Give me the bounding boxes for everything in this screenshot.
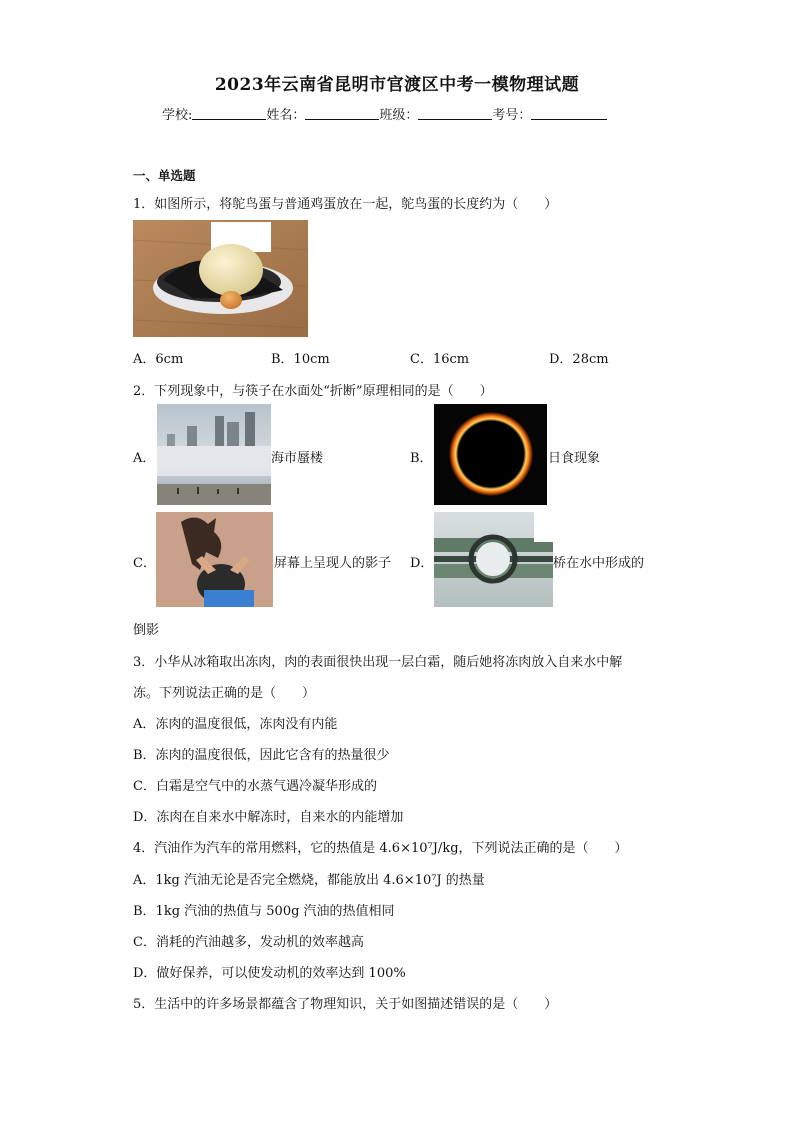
q2-option-c-label: C．	[133, 556, 156, 571]
school-blank	[192, 107, 266, 120]
school-label: 学校:	[162, 108, 193, 123]
q2-option-c-text: 屏幕上呈现人的影子	[274, 556, 392, 571]
q1-option-b: B．10cm	[271, 352, 330, 367]
q1-option-d: D．28cm	[549, 352, 609, 367]
name-blank	[305, 107, 379, 120]
section-title: 一、单选题	[133, 168, 196, 183]
q4-option-c: C．消耗的汽油越多，发动机的效率越高	[133, 935, 364, 950]
page-title: 2023年云南省昆明市官渡区中考一模物理试题	[214, 75, 580, 95]
q3-option-a: A．冻肉的温度很低，冻肉没有内能	[133, 717, 338, 732]
q1-egg-photo	[133, 220, 308, 337]
q2-option-d-label: D．	[410, 556, 434, 571]
q2-option-a-label: A．	[133, 451, 156, 466]
q2-option-b-label: B．	[410, 451, 433, 466]
q1-option-c: C．16cm	[410, 352, 470, 367]
class-blank	[418, 107, 492, 120]
q3-stem-line1: 3．小华从冰箱取出冻肉，肉的表面很快出现一层白霜，随后她将冻肉放入自来水中解	[133, 655, 623, 670]
q4-option-d: D．做好保养，可以使发动机的效率达到 100%	[133, 966, 406, 981]
q2-option-d-text-cont: 倒影	[133, 623, 160, 638]
q2-stem: 2．下列现象中，与筷子在水面处“折断”原理相同的是（ ）	[133, 384, 493, 399]
q2-option-d-text: 桥在水中形成的	[553, 556, 645, 571]
q2-option-a-text: 海市蜃楼	[271, 451, 324, 466]
exam-no-label: 考号：	[492, 108, 532, 123]
exam-no-blank	[531, 107, 607, 120]
q4-stem: 4．汽油作为汽车的常用燃料，它的热值是 4.6×10⁷J/kg，下列说法正确的是（ ）	[133, 841, 628, 856]
q5-stem: 5．生活中的许多场景都蕴含了物理知识，关于如图描述错误的是（ ）	[133, 997, 558, 1012]
q1-stem: 1．如图所示，将鸵鸟蛋与普通鸡蛋放在一起，鸵鸟蛋的长度约为（ ）	[133, 197, 558, 212]
q4-option-b: B．1kg 汽油的热值与 500g 汽油的热值相同	[133, 904, 395, 919]
student-info-line	[162, 104, 607, 123]
q2-eclipse-photo	[434, 404, 547, 505]
q3-option-b: B．冻肉的温度很低，因此它含有的热量很少	[133, 748, 390, 763]
q2-mirage-photo	[157, 404, 271, 505]
q2-bridge-photo	[434, 512, 553, 607]
q3-option-c: C．白霜是空气中的水蒸气遇冷凝华形成的	[133, 779, 377, 794]
q1-option-a: A．6cm	[133, 352, 184, 367]
q2-option-b-text: 日食现象	[548, 451, 601, 466]
class-label: 班级：	[379, 108, 419, 123]
name-label: 姓名：	[266, 108, 306, 123]
q3-option-d: D．冻肉在自来水中解冻时，自来水的内能增加	[133, 810, 404, 825]
q4-option-a: A．1kg 汽油无论是否完全燃烧，都能放出 4.6×10⁷J 的热量	[133, 873, 485, 888]
q2-shadow-photo	[156, 512, 273, 607]
q3-stem-line2: 冻。下列说法正确的是（ ）	[133, 686, 316, 701]
